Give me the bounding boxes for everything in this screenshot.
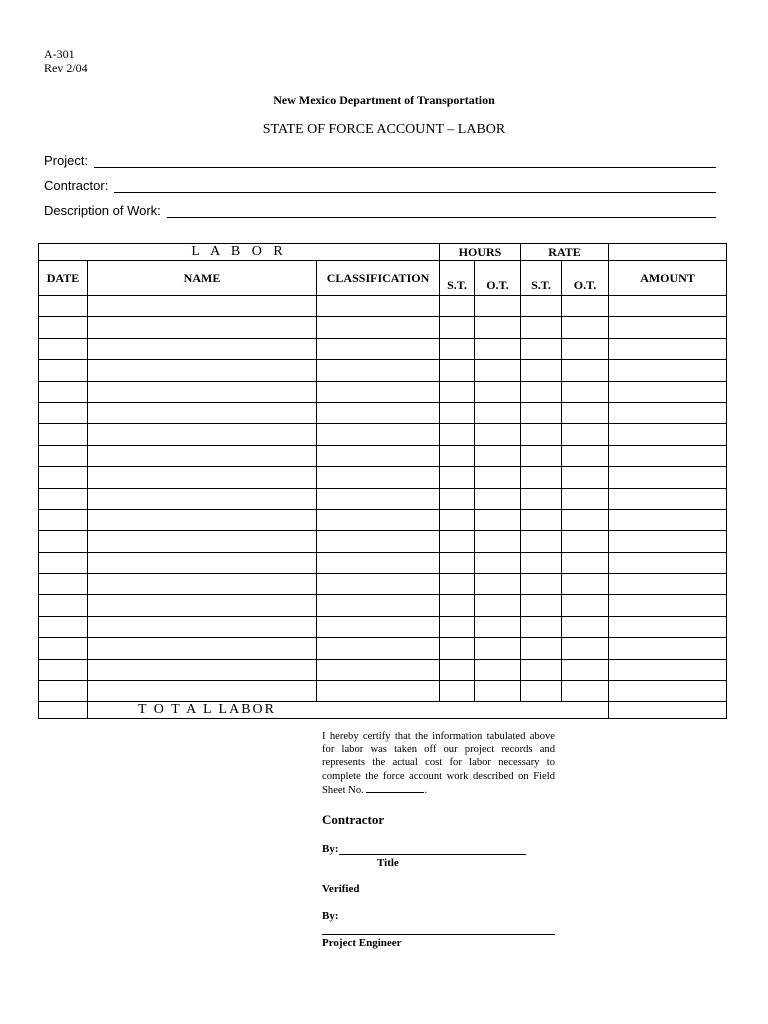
classification-cell[interactable]	[317, 424, 440, 445]
date-cell[interactable]	[39, 681, 88, 702]
classification-cell[interactable]	[317, 381, 440, 402]
contractor-input-line[interactable]	[114, 180, 716, 193]
amount-cell[interactable]	[609, 531, 727, 552]
name-cell[interactable]	[88, 509, 317, 530]
form-number: A-301	[44, 47, 75, 61]
name-cell[interactable]	[88, 338, 317, 359]
hours-ot-cell[interactable]	[475, 509, 521, 530]
project-field-row	[44, 152, 716, 168]
name-cell[interactable]	[88, 402, 317, 423]
table-row	[39, 638, 727, 659]
amount-column-header: AMOUNT	[609, 261, 727, 296]
hours-ot-cell[interactable]	[475, 659, 521, 680]
date-cell[interactable]	[39, 659, 88, 680]
amount-cell[interactable]	[609, 659, 727, 680]
date-cell[interactable]	[39, 381, 88, 402]
contractor-field-row	[44, 177, 716, 193]
rate-st-cell[interactable]	[521, 681, 562, 702]
date-cell[interactable]	[39, 338, 88, 359]
classification-cell[interactable]	[317, 574, 440, 595]
table-row	[39, 509, 727, 530]
classification-cell[interactable]	[317, 638, 440, 659]
hours-group-header: HOURS	[440, 244, 521, 261]
amount-cell[interactable]	[609, 509, 727, 530]
hours-st-cell[interactable]	[440, 681, 475, 702]
rate-st-cell[interactable]	[521, 360, 562, 381]
amount-cell[interactable]	[609, 445, 727, 466]
total-labor-label: T O T A L LABOR	[88, 702, 609, 719]
labor-table	[38, 243, 727, 719]
date-cell[interactable]	[39, 616, 88, 637]
certification-end: .	[424, 784, 428, 796]
form-identifier	[44, 47, 88, 75]
table-row	[39, 595, 727, 616]
table-row	[39, 296, 727, 317]
hours-st-cell[interactable]	[440, 317, 475, 338]
name-cell[interactable]	[88, 531, 317, 552]
table-row	[39, 317, 727, 338]
table-row	[39, 360, 727, 381]
hours-st-cell[interactable]	[440, 638, 475, 659]
hours-ot-cell[interactable]	[475, 638, 521, 659]
name-cell[interactable]	[88, 445, 317, 466]
rate-st-cell[interactable]	[521, 574, 562, 595]
name-cell[interactable]	[88, 317, 317, 338]
rate-ot-cell[interactable]	[562, 595, 609, 616]
name-cell[interactable]	[88, 424, 317, 445]
project-label: Project:	[44, 153, 89, 168]
classification-cell[interactable]	[317, 616, 440, 637]
rate-ot-cell[interactable]	[562, 467, 609, 488]
amount-cell[interactable]	[609, 381, 727, 402]
description-field-row	[44, 202, 716, 218]
table-row	[39, 488, 727, 509]
rate-st-cell[interactable]	[521, 616, 562, 637]
amount-group-blank	[609, 244, 727, 261]
table-group-header	[39, 244, 727, 261]
hours-ot-cell[interactable]	[475, 424, 521, 445]
rate-ot-cell[interactable]	[562, 616, 609, 637]
hours-st-cell[interactable]	[440, 574, 475, 595]
table-row	[39, 574, 727, 595]
hours-st-cell[interactable]	[440, 595, 475, 616]
contractor-heading: Contractor	[322, 812, 385, 827]
field-sheet-number-line[interactable]	[366, 783, 424, 793]
classification-cell[interactable]	[317, 360, 440, 381]
hours-st-cell[interactable]	[440, 552, 475, 573]
date-cell[interactable]	[39, 509, 88, 530]
name-cell[interactable]	[88, 574, 317, 595]
classification-cell[interactable]	[317, 338, 440, 359]
date-cell[interactable]	[39, 360, 88, 381]
amount-cell[interactable]	[609, 638, 727, 659]
classification-column-header: CLASSIFICATION	[317, 261, 440, 296]
date-cell[interactable]	[39, 445, 88, 466]
rate-ot-cell[interactable]	[562, 360, 609, 381]
amount-cell[interactable]	[609, 552, 727, 573]
verified-label: Verified	[322, 883, 360, 895]
name-cell[interactable]	[88, 552, 317, 573]
rate-st-cell[interactable]	[521, 509, 562, 530]
hours-ot-column-header: O.T.	[475, 261, 521, 296]
classification-cell[interactable]	[317, 317, 440, 338]
date-cell[interactable]	[39, 402, 88, 423]
table-row	[39, 616, 727, 637]
rate-st-cell[interactable]	[521, 381, 562, 402]
classification-cell[interactable]	[317, 531, 440, 552]
contractor-by-row	[322, 843, 526, 855]
classification-cell[interactable]	[317, 488, 440, 509]
hours-st-cell[interactable]	[440, 381, 475, 402]
hours-ot-cell[interactable]	[475, 616, 521, 637]
hours-ot-cell[interactable]	[475, 338, 521, 359]
name-cell[interactable]	[88, 467, 317, 488]
project-input-line[interactable]	[94, 155, 716, 168]
hours-ot-cell[interactable]	[475, 317, 521, 338]
total-date-blank	[39, 702, 88, 719]
rate-ot-cell[interactable]	[562, 574, 609, 595]
date-cell[interactable]	[39, 317, 88, 338]
hours-ot-cell[interactable]	[475, 595, 521, 616]
rate-st-cell[interactable]	[521, 595, 562, 616]
amount-cell[interactable]	[609, 360, 727, 381]
rate-st-column-header: S.T.	[521, 261, 562, 296]
hours-ot-cell[interactable]	[475, 552, 521, 573]
rate-ot-cell[interactable]	[562, 509, 609, 530]
classification-cell[interactable]	[317, 552, 440, 573]
amount-cell[interactable]	[609, 317, 727, 338]
rate-ot-cell[interactable]	[562, 317, 609, 338]
name-cell[interactable]	[88, 616, 317, 637]
amount-cell[interactable]	[609, 488, 727, 509]
hours-st-cell[interactable]	[440, 402, 475, 423]
hours-ot-cell[interactable]	[475, 445, 521, 466]
date-cell[interactable]	[39, 638, 88, 659]
rate-ot-cell[interactable]	[562, 659, 609, 680]
rate-ot-cell[interactable]	[562, 681, 609, 702]
hours-ot-cell[interactable]	[475, 574, 521, 595]
name-cell[interactable]	[88, 595, 317, 616]
rate-st-cell[interactable]	[521, 552, 562, 573]
rate-ot-cell[interactable]	[562, 338, 609, 359]
rate-st-cell[interactable]	[521, 424, 562, 445]
classification-cell[interactable]	[317, 509, 440, 530]
hours-ot-cell[interactable]	[475, 488, 521, 509]
amount-cell[interactable]	[609, 338, 727, 359]
table-row	[39, 402, 727, 423]
date-cell[interactable]	[39, 552, 88, 573]
contractor-signature-line[interactable]	[339, 844, 526, 855]
classification-cell[interactable]	[317, 681, 440, 702]
engineer-by-label: By:	[322, 910, 339, 922]
contractor-label: Contractor:	[44, 178, 109, 193]
name-cell[interactable]	[88, 488, 317, 509]
amount-cell[interactable]	[609, 616, 727, 637]
classification-cell[interactable]	[317, 402, 440, 423]
name-cell[interactable]	[88, 659, 317, 680]
amount-cell[interactable]	[609, 681, 727, 702]
rate-st-cell[interactable]	[521, 467, 562, 488]
revision-date: Rev 2/04	[44, 61, 88, 75]
hours-st-cell[interactable]	[440, 616, 475, 637]
project-engineer-label: Project Engineer	[322, 937, 402, 949]
hours-ot-cell[interactable]	[475, 402, 521, 423]
date-cell[interactable]	[39, 467, 88, 488]
labor-group-header: L A B O R	[39, 244, 440, 261]
hours-ot-cell[interactable]	[475, 467, 521, 488]
hours-st-cell[interactable]	[440, 338, 475, 359]
name-cell[interactable]	[88, 638, 317, 659]
classification-cell[interactable]	[317, 296, 440, 317]
description-label: Description of Work:	[44, 203, 161, 218]
department-name: New Mexico Department of Transportation	[273, 93, 495, 107]
rate-st-cell[interactable]	[521, 402, 562, 423]
date-cell[interactable]	[39, 574, 88, 595]
amount-cell[interactable]	[609, 296, 727, 317]
amount-cell[interactable]	[609, 574, 727, 595]
rate-ot-cell[interactable]	[562, 531, 609, 552]
classification-cell[interactable]	[317, 467, 440, 488]
contractor-by-label: By:	[322, 843, 339, 855]
rate-st-cell[interactable]	[521, 488, 562, 509]
date-cell[interactable]	[39, 488, 88, 509]
hours-ot-cell[interactable]	[475, 296, 521, 317]
rate-st-cell[interactable]	[521, 445, 562, 466]
table-row	[39, 338, 727, 359]
table-row	[39, 445, 727, 466]
hours-st-cell[interactable]	[440, 659, 475, 680]
table-row	[39, 381, 727, 402]
classification-cell[interactable]	[317, 445, 440, 466]
classification-cell[interactable]	[317, 595, 440, 616]
hours-st-cell[interactable]	[440, 296, 475, 317]
hours-st-cell[interactable]	[440, 445, 475, 466]
date-cell[interactable]	[39, 531, 88, 552]
description-input-line[interactable]	[167, 205, 716, 218]
rate-st-cell[interactable]	[521, 531, 562, 552]
date-cell[interactable]	[39, 595, 88, 616]
hours-ot-cell[interactable]	[475, 381, 521, 402]
amount-cell[interactable]	[609, 595, 727, 616]
rate-ot-cell[interactable]	[562, 424, 609, 445]
date-column-header: DATE	[39, 261, 88, 296]
table-column-header	[39, 261, 727, 296]
hours-ot-cell[interactable]	[475, 360, 521, 381]
rate-ot-cell[interactable]	[562, 488, 609, 509]
rate-ot-cell[interactable]	[562, 381, 609, 402]
hours-st-cell[interactable]	[440, 424, 475, 445]
name-cell[interactable]	[88, 381, 317, 402]
date-cell[interactable]	[39, 424, 88, 445]
table-row	[39, 681, 727, 702]
table-row	[39, 531, 727, 552]
table-row	[39, 552, 727, 573]
hours-st-column-header: S.T.	[440, 261, 475, 296]
hours-ot-cell[interactable]	[475, 681, 521, 702]
table-row	[39, 424, 727, 445]
title-label: Title	[377, 857, 399, 869]
rate-st-cell[interactable]	[521, 338, 562, 359]
certification-statement	[322, 730, 555, 797]
amount-cell[interactable]	[609, 424, 727, 445]
amount-cell[interactable]	[609, 467, 727, 488]
total-amount-cell[interactable]	[609, 702, 727, 719]
table-row	[39, 659, 727, 680]
rate-st-cell[interactable]	[521, 317, 562, 338]
labor-rows	[39, 296, 727, 702]
rate-ot-cell[interactable]	[562, 296, 609, 317]
date-cell[interactable]	[39, 296, 88, 317]
engineer-signature-line[interactable]	[322, 934, 555, 935]
table-row	[39, 467, 727, 488]
total-labor-row	[39, 702, 727, 719]
rate-st-cell[interactable]	[521, 659, 562, 680]
name-column-header: NAME	[88, 261, 317, 296]
rate-ot-column-header: O.T.	[562, 261, 609, 296]
rate-ot-cell[interactable]	[562, 638, 609, 659]
hours-st-cell[interactable]	[440, 488, 475, 509]
hours-ot-cell[interactable]	[475, 531, 521, 552]
name-cell[interactable]	[88, 360, 317, 381]
hours-st-cell[interactable]	[440, 360, 475, 381]
rate-st-cell[interactable]	[521, 638, 562, 659]
rate-group-header: RATE	[521, 244, 609, 261]
certification-text: I hereby certify that the information tabulated above for labor was taken off our project records and represents the actual cost for labor necessary to complete the force account work described on Field Sheet No.	[322, 731, 555, 796]
form-title: STATE OF FORCE ACCOUNT – LABOR	[262, 122, 506, 137]
hours-st-cell[interactable]	[440, 467, 475, 488]
hours-st-cell[interactable]	[440, 509, 475, 530]
name-cell[interactable]	[88, 681, 317, 702]
name-cell[interactable]	[88, 296, 317, 317]
rate-ot-cell[interactable]	[562, 402, 609, 423]
classification-cell[interactable]	[317, 659, 440, 680]
rate-st-cell[interactable]	[521, 296, 562, 317]
hours-st-cell[interactable]	[440, 531, 475, 552]
amount-cell[interactable]	[609, 402, 727, 423]
rate-ot-cell[interactable]	[562, 552, 609, 573]
rate-ot-cell[interactable]	[562, 445, 609, 466]
